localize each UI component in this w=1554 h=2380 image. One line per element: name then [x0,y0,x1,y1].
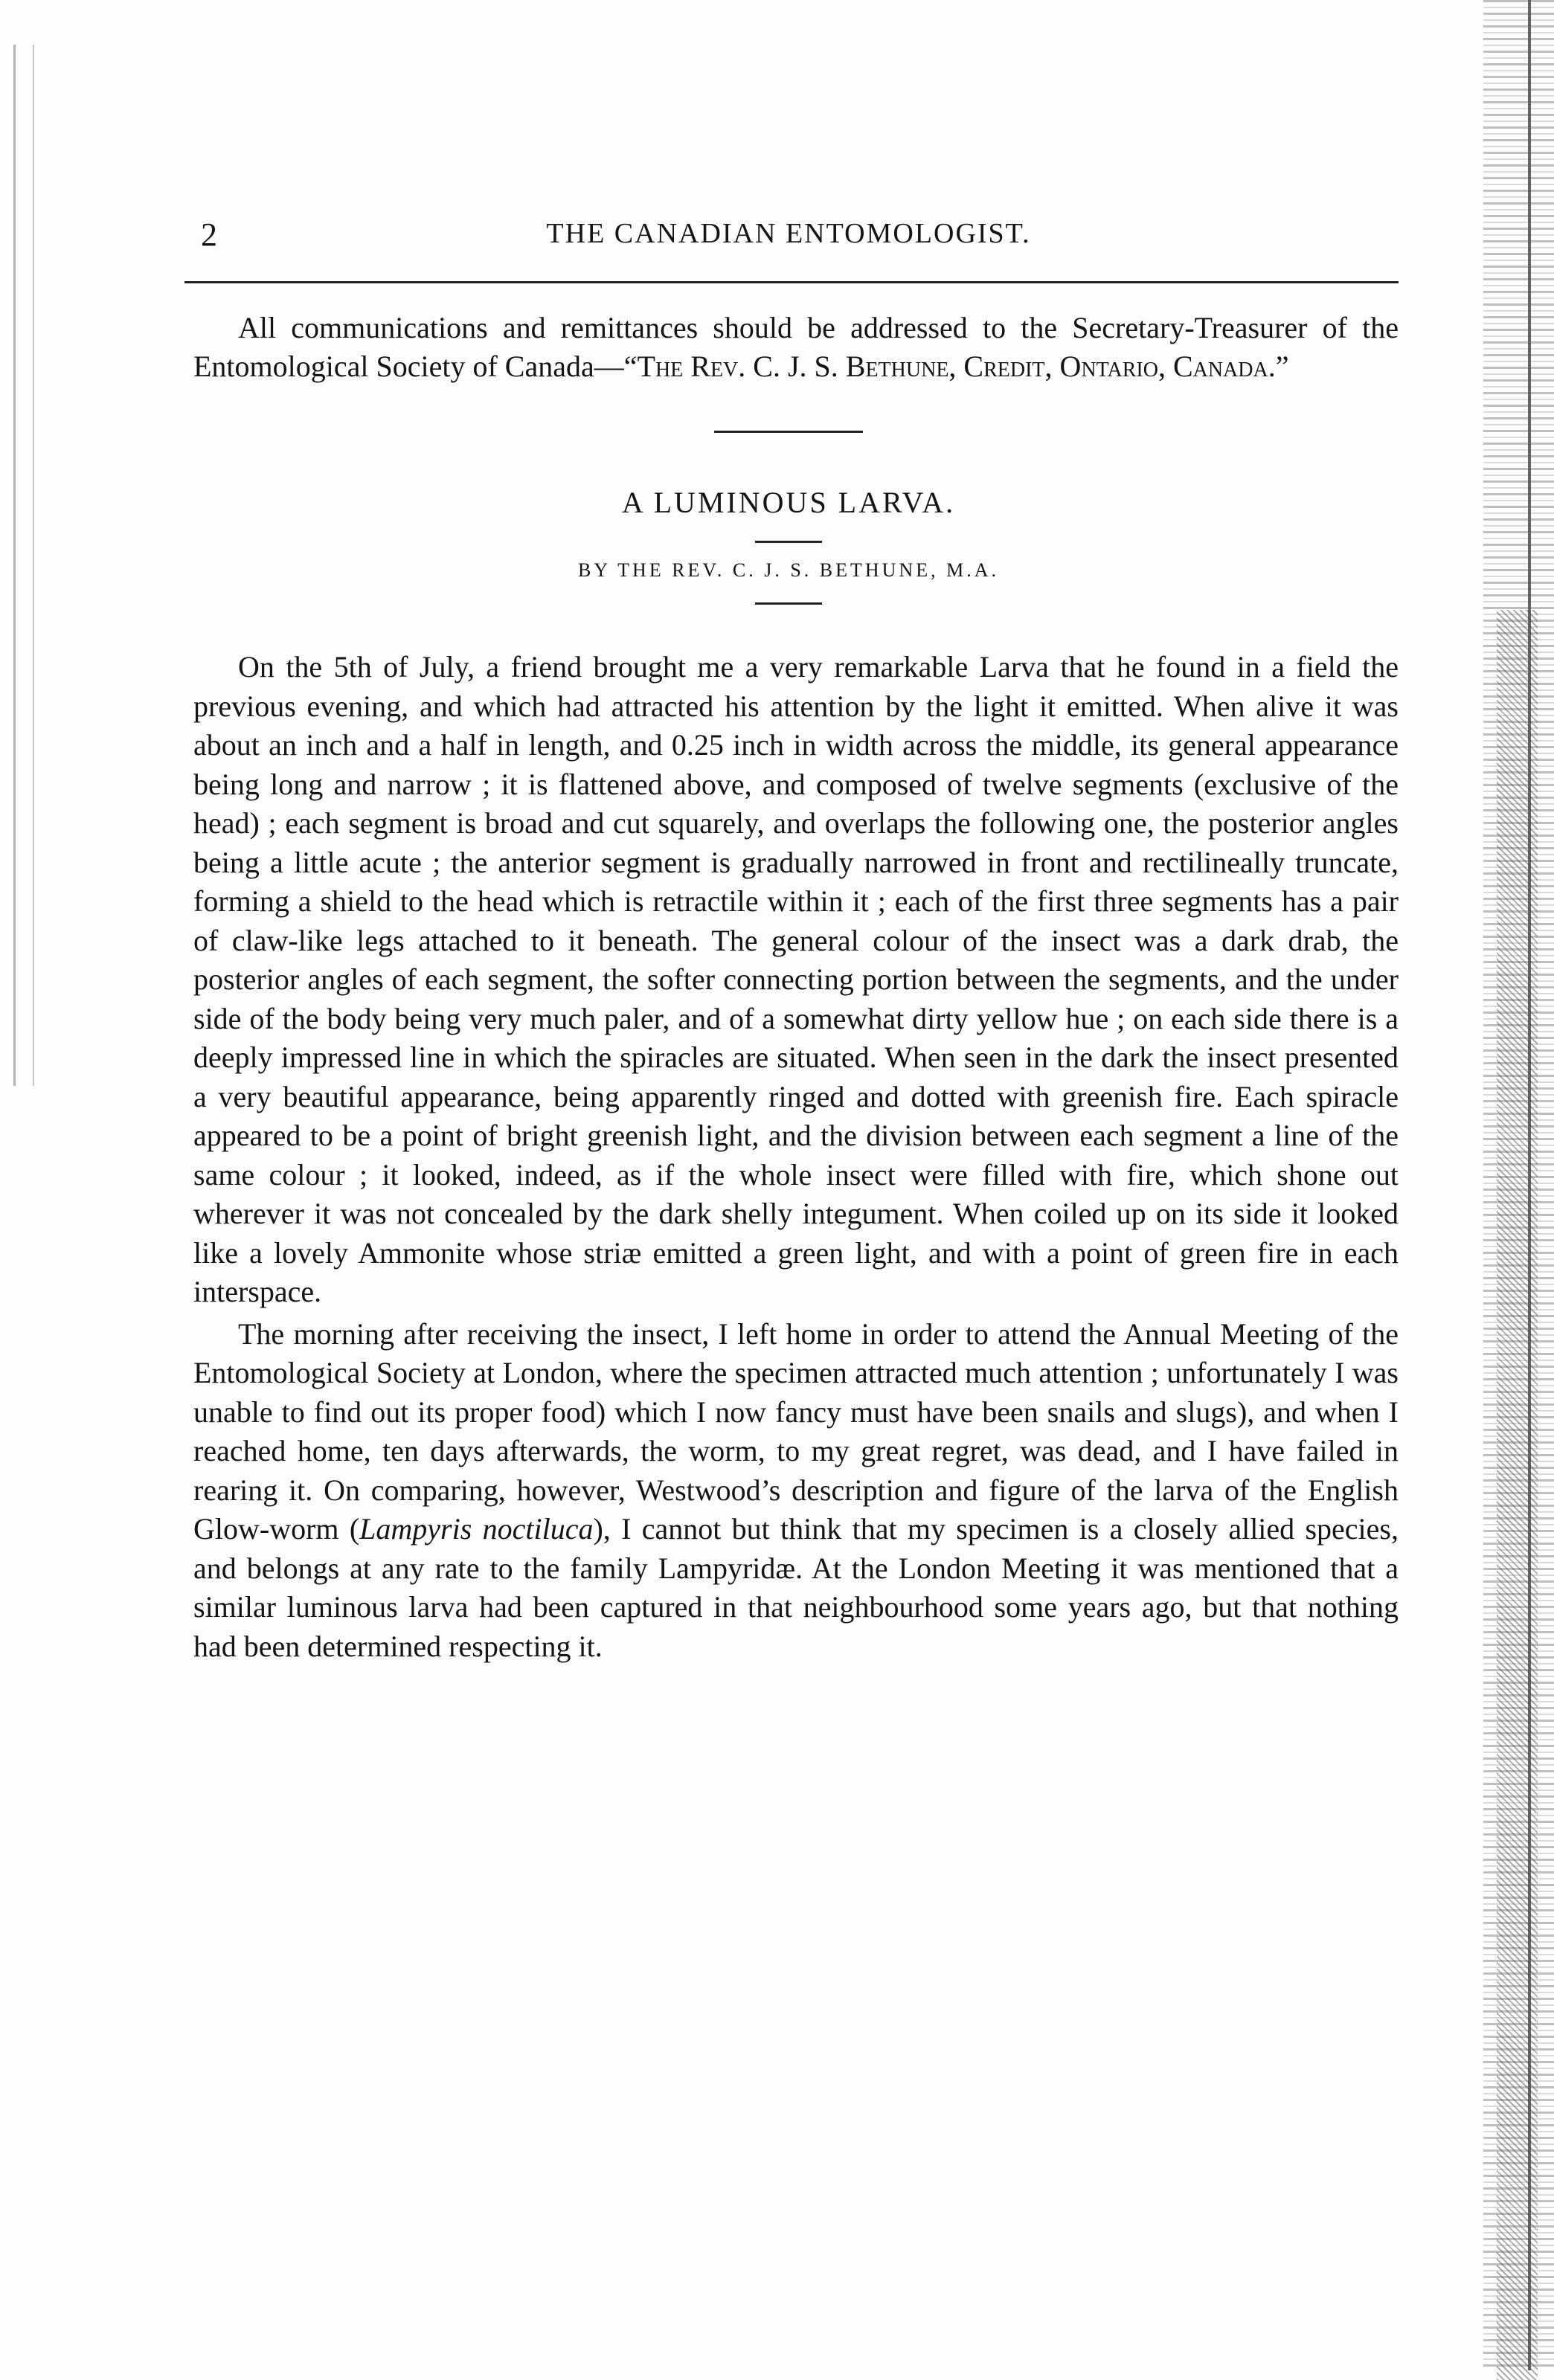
scan-page-edge [1483,0,1554,2370]
title-rule [755,541,822,543]
article-byline: BY THE REV. C. J. S. BETHUNE, M.A. [577,559,999,581]
article-paragraph: On the 5th of July, a friend brought me a very remarkable Larva that he found in a field the previous evening, and which had attracted his attention by the light it emitted. When alive it was about an inch and a half in length, and 0.25 inch in width across the middle, its general appearance being long and narrow ; it is flattened above, and composed of twelve segments (exclusive of the head) ; each segment is broad and cut squarely, and overlaps the following one, the posterior angles being a little acute ; the anterior segment is gradually narrowed in front and rectilineally truncate, forming a shield to the head which is retractile within it ; each of the first three segments has a pair of claw-like legs attached to it beneath. The general colour of the insect was a dark drab, the posterior angles of each segment, the softer connecting portion between the segments, and the under side of the body being very much paler, and of a somewhat dirty yellow hue ; on each side there is a deeply impressed line in which the spiracles are situated. When seen in the dark the insect presented a very beautiful appearance, being apparently ringed and dotted with greenish fire. Each spiracle appeared to be a point of bright greenish light, and the division between each segment a line of the same colour ; it looked, indeed, as if the whole insect were filled with fire, which shone out wherever it was not concealed by the dark shelly integument. When coiled up on its side it looked like a lovely Ammonite whose striæ emitted a green light, and with a point of green fire in each interspace. [193,650,1399,1308]
article-body [193,648,1399,1666]
article-title: A LUMINOUS LARVA. [621,486,956,519]
paragraph-text: ), I cannot but think that my specimen is a closely allied species, and belongs at any rate to the family Lampyridæ. At the London Meeting it was mentioned that a similar luminous larva had been captured in that neighbourhood some years ago, but that nothing had been determined respecting it. [193,1512,1399,1663]
paragraph-text: The morning after receiving the insect, I left home in order to attend the Annual Meeting of the Entomological Society at London, where the specimen attracted much attention ; unfortunately I was unable to find out its proper food) which I now fancy must have been snails and slugs), and when I reached home, ten days afterwards, the worm, to my great regret, was dead, and I have failed in rearing it. On comparing, however, Westwood’s description and figure of the larva of the English Glow-worm ( [193,1316,1399,1546]
journal-title: THE CANADIAN ENTOMOLOGIST. [546,218,1031,249]
byline-rule [755,602,822,605]
notice-close: ” [1275,350,1289,383]
correspondence-notice [193,309,1399,386]
scan-binding-edge [0,45,60,1086]
section-divider [714,431,863,433]
article-paragraph [193,1315,1399,1667]
species-name: Lampyris noctiluca [359,1512,594,1546]
running-head [179,216,1399,268]
document-page [179,216,1399,1666]
page-number: 2 [201,216,217,253]
notice-text: All communications and remittances should be addressed to the Secretary-Treasurer of the Entomological Society of Canada—“ [193,311,1399,383]
notice-address: The Rev. C. J. S. Bethune, Credit, Ontario, Canada. [637,350,1276,383]
header-rule [184,281,1399,283]
